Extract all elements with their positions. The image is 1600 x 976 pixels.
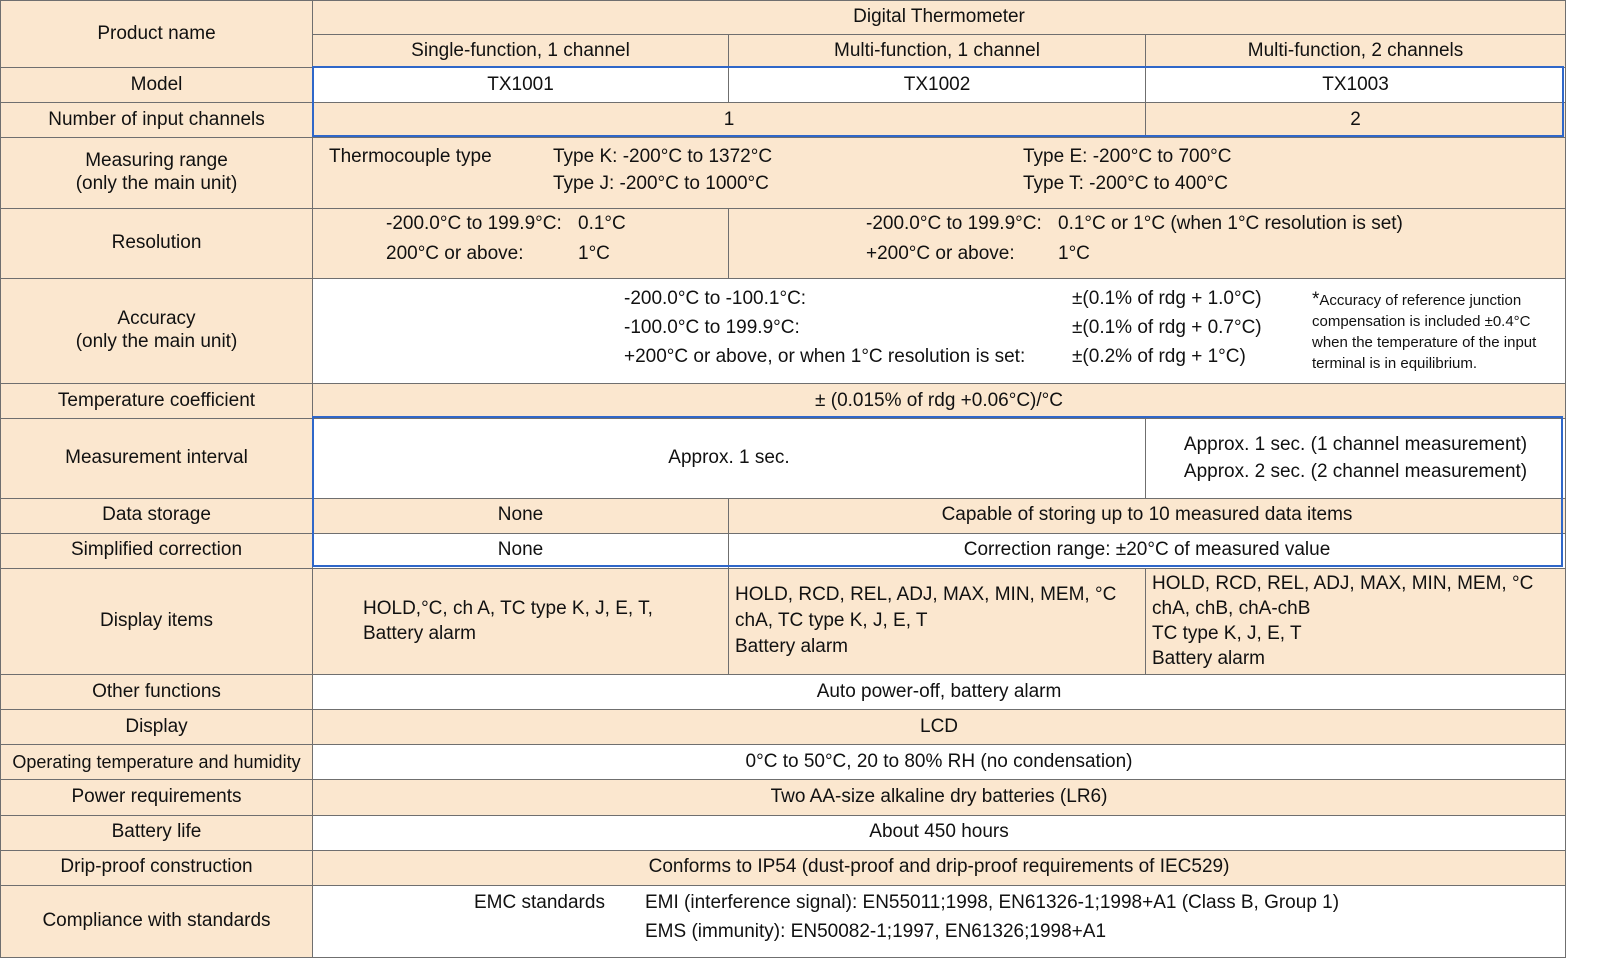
type-t-range: Type T: -200°C to 400°C: [1023, 173, 1228, 195]
simplified-correction-row: [1, 533, 1566, 568]
product-name-row: [1, 1, 1566, 35]
compliance-emi: EMI (interference signal): EN55011;1998, EN61326-1;1998+A1 (Class B, Group 1): [645, 892, 1340, 914]
channels-2ch-value: 2: [1146, 103, 1566, 138]
model-tx1002: TX1002: [729, 68, 1146, 103]
measuring-range-label-line1: Measuring range: [85, 150, 228, 172]
display-items-tx1001-line2: Battery alarm: [363, 623, 476, 645]
operating-env-value: 0°C to 50°C, 20 to 80% RH (no condensation): [313, 745, 1566, 780]
display-items-tx1003-line1: HOLD, RCD, REL, ADJ, MAX, MIN, MEM, °C: [1152, 573, 1534, 595]
measurement-interval-2ch-line1: Approx. 1 sec. (1 channel measurement): [1183, 434, 1528, 456]
temp-coefficient-label: Temperature coefficient: [1, 384, 313, 419]
footnote-line2: compensation is included ±0.4°C: [1312, 312, 1531, 330]
battery-life-row: [1, 815, 1566, 850]
measuring-range-label-line2: (only the main unit): [75, 173, 238, 195]
simplified-correction-single: None: [313, 533, 729, 568]
channels-label: Number of input channels: [1, 103, 313, 138]
display-items-tx1002-line1: HOLD, RCD, REL, ADJ, MAX, MIN, MEM, °C: [735, 584, 1117, 606]
accuracy-value-1: ±(0.1% of rdg + 1.0°C): [1072, 287, 1262, 309]
measurement-interval-row: [1, 419, 1566, 498]
temp-coefficient-row: [1, 384, 1566, 419]
power-row: [1, 780, 1566, 815]
accuracy-row: [1, 278, 1566, 383]
compliance-row: [1, 885, 1566, 957]
drip-proof-value: Conforms to IP54 (dust-proof and drip-proof requirements of IEC529): [313, 850, 1566, 885]
model-tx1003: TX1003: [1146, 68, 1566, 103]
sensor-type: Thermocouple type: [329, 146, 492, 168]
data-storage-row: [1, 498, 1566, 533]
resolution-single-range1: -200.0°C to 199.9°C:: [386, 213, 562, 235]
product-title: Digital Thermometer: [313, 1, 1566, 35]
resolution-single-value2: 1°C: [578, 243, 610, 265]
footnote-mark: *: [1312, 288, 1320, 310]
accuracy-label: [1, 278, 313, 383]
measurement-interval-label: Measurement interval: [1, 419, 313, 498]
display-items-tx1002: [729, 568, 1146, 674]
product-name-label: Product name: [1, 1, 313, 68]
model-label: Model: [1, 68, 313, 103]
display-items-tx1003-line4: Battery alarm: [1152, 648, 1265, 670]
data-storage-label: Data storage: [1, 498, 313, 533]
variant-multi-1ch: Multi-function, 1 channel: [729, 35, 1146, 68]
resolution-multi-range2: +200°C or above:: [866, 243, 1015, 265]
display-value: LCD: [313, 710, 1566, 745]
data-storage-single: None: [313, 498, 729, 533]
display-items-tx1002-line3: Battery alarm: [735, 636, 848, 658]
accuracy-range-3: +200°C or above, or when 1°C resolution is set:: [624, 345, 1026, 367]
footnote-line4: terminal is in equilibrium.: [1312, 354, 1478, 372]
accuracy-label-line1: Accuracy: [117, 308, 196, 330]
accuracy-footnote: [1312, 289, 1536, 374]
resolution-single-value1: 0.1°C: [578, 213, 626, 235]
footnote-line3: when the temperature of the input: [1312, 333, 1537, 351]
display-label: Display: [1, 710, 313, 745]
power-value: Two AA-size alkaline dry batteries (LR6): [313, 780, 1566, 815]
measuring-range-value: [313, 138, 1566, 208]
display-items-tx1001: [313, 568, 729, 674]
other-functions-label: Other functions: [1, 675, 313, 710]
resolution-label: Resolution: [1, 208, 313, 278]
temp-coefficient-value: ± (0.015% of rdg +0.06°C)/°C: [313, 384, 1566, 419]
display-items-tx1002-line2: chA, TC type K, J, E, T: [735, 610, 928, 632]
type-k-range: Type K: -200°C to 1372°C: [553, 146, 773, 168]
accuracy-label-line2: (only the main unit): [75, 331, 238, 352]
accuracy-value-3: ±(0.2% of rdg + 1°C): [1072, 345, 1246, 367]
resolution-multi: [729, 208, 1566, 278]
resolution-single: [313, 208, 729, 278]
drip-proof-label: Drip-proof construction: [1, 850, 313, 885]
battery-life-value: About 450 hours: [313, 815, 1566, 850]
display-items-tx1001-line1: HOLD,°C, ch A, TC type K, J, E, T,: [363, 598, 653, 620]
compliance-label: Compliance with standards: [1, 885, 313, 957]
accuracy-value-2: ±(0.1% of rdg + 0.7°C): [1072, 316, 1262, 338]
type-j-range: Type J: -200°C to 1000°C: [553, 173, 769, 195]
operating-env-label: Operating temperature and humidity: [1, 745, 313, 780]
power-label: Power requirements: [1, 780, 313, 815]
variant-multi-2ch: Multi-function, 2 channels: [1146, 35, 1566, 68]
footnote-line1: Accuracy of reference junction: [1319, 291, 1522, 309]
display-items-tx1003: [1146, 568, 1566, 674]
resolution-row: [1, 208, 1566, 278]
resolution-multi-value2: 1°C: [1058, 243, 1090, 265]
measurement-interval-2ch-line2: Approx. 2 sec. (2 channel measurement): [1183, 461, 1528, 483]
variant-single-1ch: Single-function, 1 channel: [313, 35, 729, 68]
display-items-tx1003-line3: TC type K, J, E, T: [1152, 623, 1302, 645]
channels-row: [1, 103, 1566, 138]
accuracy-range-1: -200.0°C to -100.1°C:: [624, 287, 807, 309]
measurement-interval-2ch: [1146, 419, 1566, 498]
drip-proof-row: [1, 850, 1566, 885]
type-e-range: Type E: -200°C to 700°C: [1023, 146, 1232, 168]
channels-1ch-value: 1: [313, 103, 1146, 138]
model-row: [1, 68, 1566, 103]
other-functions-row: [1, 675, 1566, 710]
display-items-label: Display items: [1, 568, 313, 674]
display-row: [1, 710, 1566, 745]
simplified-correction-label: Simplified correction: [1, 533, 313, 568]
model-tx1001: TX1001: [313, 68, 729, 103]
accuracy-range-2: -100.0°C to 199.9°C:: [624, 316, 800, 338]
compliance-category: EMC standards: [474, 892, 605, 914]
battery-life-label: Battery life: [1, 815, 313, 850]
measurement-interval-1ch: Approx. 1 sec.: [313, 419, 1146, 498]
simplified-correction-multi: Correction range: ±20°C of measured value: [729, 533, 1566, 568]
resolution-single-range2: 200°C or above:: [386, 243, 524, 265]
data-storage-multi: Capable of storing up to 10 measured data items: [729, 498, 1566, 533]
measuring-range-label: [1, 138, 313, 208]
measuring-range-row: [1, 138, 1566, 208]
accuracy-value: [313, 278, 1566, 383]
resolution-multi-value1: 0.1°C or 1°C (when 1°C resolution is set): [1058, 213, 1403, 235]
display-items-row: [1, 568, 1566, 674]
display-items-tx1003-line2: chA, chB, chA-chB: [1152, 598, 1311, 620]
compliance-ems: EMS (immunity): EN50082-1;1997, EN61326;1998+A1: [645, 921, 1107, 943]
compliance-value: [313, 885, 1566, 957]
operating-env-row: [1, 745, 1566, 780]
other-functions-value: Auto power-off, battery alarm: [313, 675, 1566, 710]
resolution-multi-range1: -200.0°C to 199.9°C:: [866, 213, 1042, 235]
